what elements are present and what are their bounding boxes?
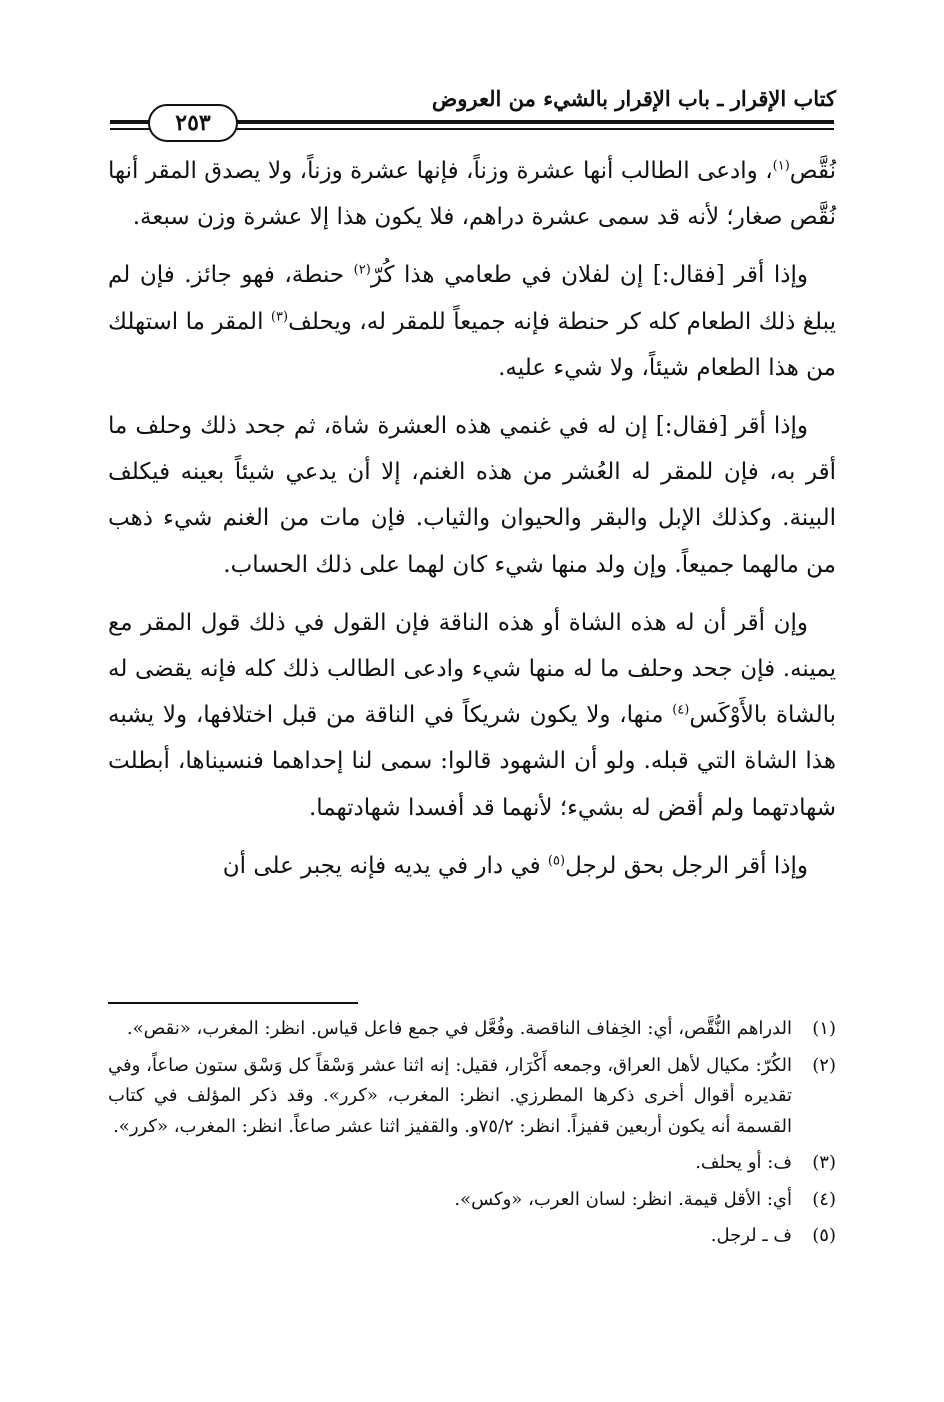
running-title: كتاب الإقرار ـ باب الإقرار بالشيء من العروض bbox=[431, 86, 836, 111]
footnote-text: ف: أو يحلف. bbox=[695, 1152, 792, 1173]
footnote-number: (٥) bbox=[812, 1225, 836, 1246]
footnote-text: أي: الأقل قيمة. انظر: لسان العرب، «وكس». bbox=[454, 1188, 792, 1210]
footnote-text: ف ـ لرجل. bbox=[710, 1225, 792, 1246]
footnotes bbox=[108, 1014, 836, 1258]
footnote-number: (٢) bbox=[812, 1054, 836, 1076]
footnote-number: (١) bbox=[812, 1018, 836, 1039]
footnote bbox=[108, 1148, 836, 1179]
paragraph-5: وإذا أقر الرجل بحق لرجل$^{(٥)}$ في دار في يديه فإنه يجبر على أن bbox=[222, 852, 808, 879]
footnote bbox=[108, 1221, 836, 1252]
paragraph-2: وإذا أقر [فقال:] إن لفلان في طعامي هذا كُرّ$^{(٢)}$ حنطة، فهو جائز. فإن لم يبلغ ذلك الطعام كله كر حنطة فإنه جميعاً للمقر له، ويحلف$^{(٣)}$ المقر ما استهلك من هذا الطعام شيئاً، ولا شيء عليه. bbox=[108, 262, 837, 381]
footnote bbox=[108, 1185, 836, 1216]
footnote-text: الكُرّ: مكيال لأهل العراق، وجمعه أَكْرَار، فقيل: إنه اثنا عشر وَسْقاً كل وَسْق ستون صاعاً، وفي تقديره أقوال أخرى ذكرها المطرزي. انظر: المغرب، «كرر». وقد ذكر المؤلف في كتاب القسمة أنه يكون أربعين قفيزاً. انظر: ٧٥/٢و. والقفيز اثنا عشر صاعاً. انظر: المغرب، «كرر». bbox=[108, 1054, 792, 1137]
footnote-separator bbox=[108, 1002, 358, 1004]
footnote-ref-5: (٥) bbox=[547, 853, 566, 869]
footnote bbox=[108, 1014, 836, 1045]
main-text bbox=[108, 148, 836, 901]
paragraph-4: وإن أقر أن له هذه الشاة أو هذه الناقة فإن القول في ذلك قول المقر مع يمينه. فإن جحد وحلف ما له منها شيء وادعى الطالب ذلك كله فإنه يقضى له بالشاة بالأَوْكَس$^{(٤)}$ منها، ولا يكون شريكاً في الناقة من قبل اختلافها، ولا يشبه هذا الشاة التي قبله. ولو أن الشهود قالوا: سمى لنا إحداهما فنسيناها، أبطلت شهادتهما ولم أقض له بشيء؛ لأنهما قد أفسدا شهادتهما. bbox=[108, 609, 836, 821]
paragraph-1: نُقَّص$^{(١)}$، وادعى الطالب أنها عشرة وزناً، فإنها عشرة وزناً، ولا يصدق المقر أنها نُقَّص صغار؛ لأنه قد سمى عشرة دراهم، فلا يكون هذا إلا عشرة وزن سبعة. bbox=[108, 158, 836, 231]
paragraph-3: وإذا أقر [فقال:] إن له في غنمي هذه العشرة شاة، ثم جحد ذلك وحلف ما أقر به، فإن للمقر له العُشر من هذه الغنم، إلا أن يدعي شيئاً بعينه فيكلف البينة. وكذلك الإبل والبقر والحيوان والثياب. فإن مات من الغنم شيء ذهب من مالهما جميعاً. وإن ولد منها شيء كان لهما على ذلك الحساب. bbox=[108, 413, 836, 578]
footnote-text: الدراهم النُّقَّص، أي: الخِفاف الناقصة. وفُعَّل في جمع فاعل قياس. انظر: المغرب، «نقص». bbox=[126, 1018, 792, 1039]
page-number: ٢٥٣ bbox=[148, 104, 238, 142]
footnote-ref-1: (١) bbox=[772, 158, 790, 174]
footnote-ref-4: (٤) bbox=[672, 702, 690, 718]
footnote-ref-3: (٣) bbox=[270, 308, 289, 324]
footnote-number: (٤) bbox=[812, 1188, 836, 1210]
footnote-number: (٣) bbox=[812, 1152, 836, 1173]
footnote-ref-2: (٢) bbox=[353, 262, 371, 278]
footnote bbox=[108, 1051, 836, 1143]
